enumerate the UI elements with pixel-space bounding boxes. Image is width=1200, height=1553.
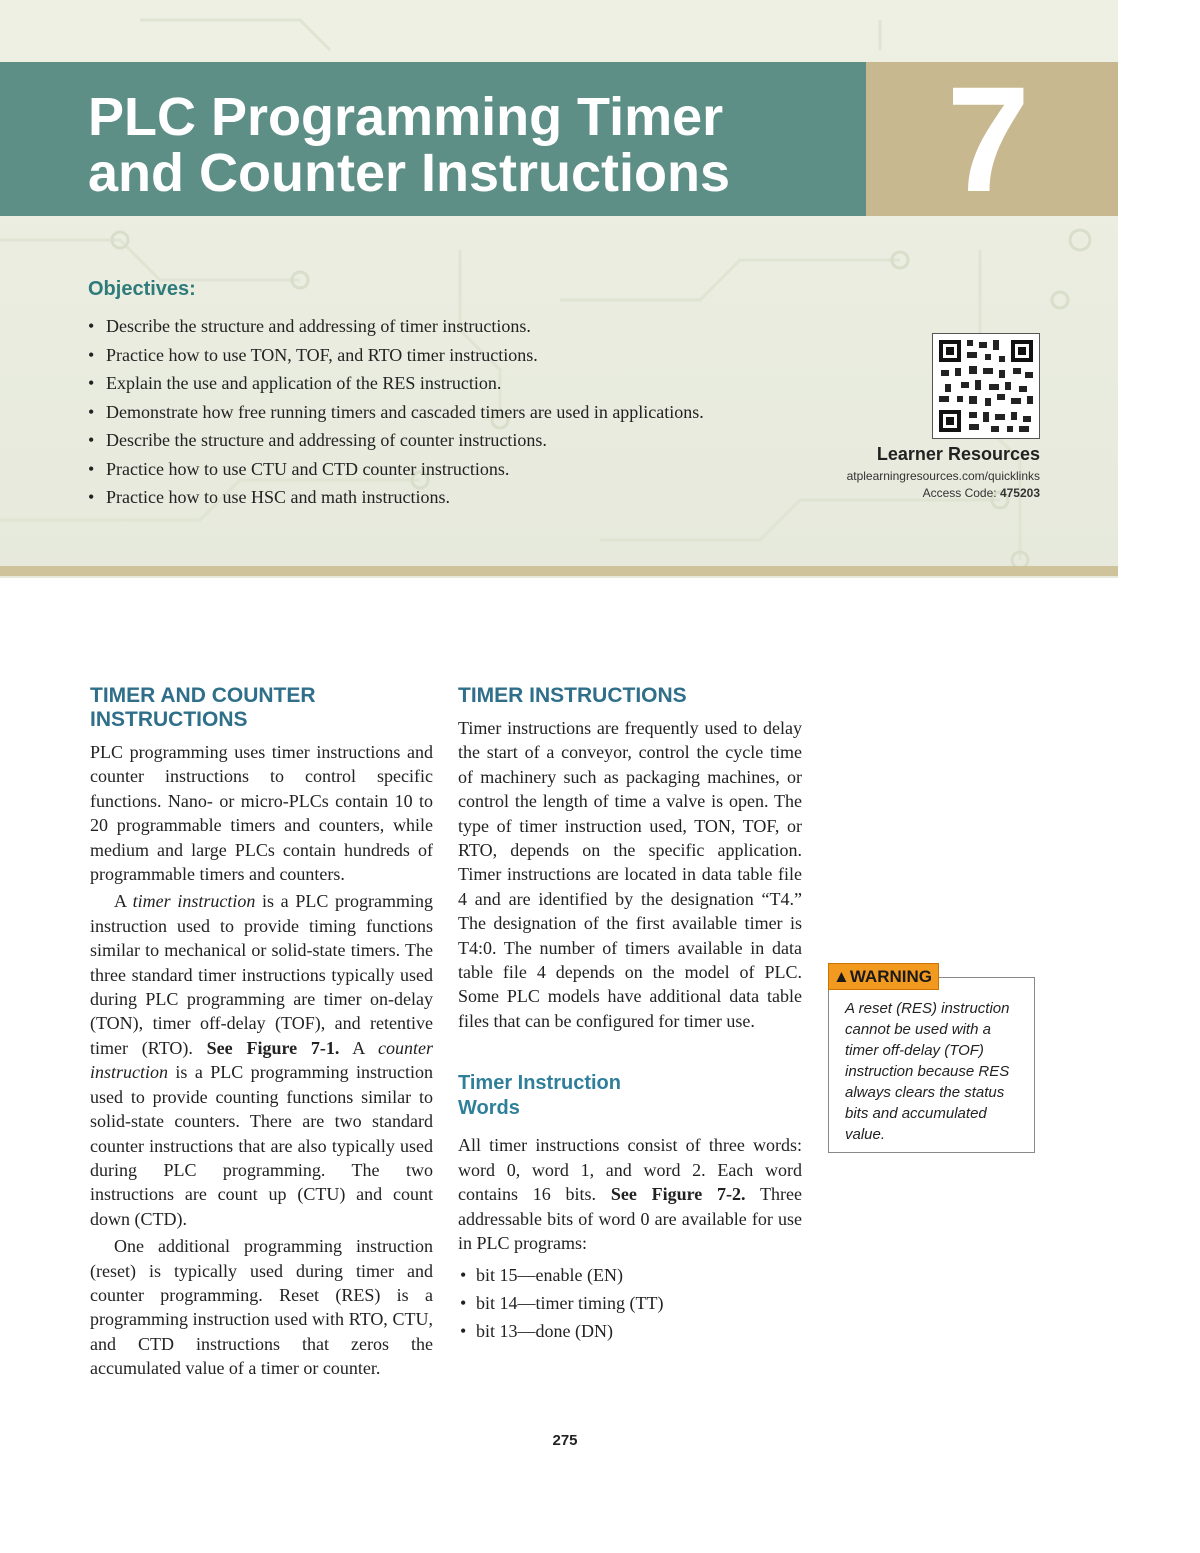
access-code-value: 475203 (999, 486, 1040, 500)
qr-code-icon[interactable] (932, 333, 1040, 439)
page-number: 275 (552, 1432, 578, 1449)
objective-item: • Practice how to use HSC and math instructions. (88, 483, 704, 512)
learner-resources-url[interactable]: atplearningresources.com/quicklinks (846, 469, 1040, 483)
access-code-label: Access Code: (922, 486, 997, 500)
list-item: • bit 13—done (DN) (458, 1317, 802, 1345)
paragraph: One additional programming instruction (reset) is typically used during timer and counter programming. Reset (RES) is a programming instruction used with RTO, CTU, and CTD instructions that zeros the accumulated value of a timer or counter. (90, 1236, 433, 1379)
objectives-list (88, 312, 704, 512)
list-item: • bit 15—enable (EN) (458, 1261, 802, 1289)
paragraph: All timer instructions consist of three words: word 0, word 1, and word 2. Each word contains 16 bits. See Figure 7-2. Three addressable bits of word 0 are available for use in PLC programs: (458, 1135, 802, 1253)
warning-icon: ▲ (833, 967, 850, 986)
warning-text: A reset (RES) instruction cannot be used with a timer off-delay (TOF) instruction because RES always clears the status bits and accumulated value. (845, 1000, 1010, 1143)
objective-item: • Describe the structure and addressing of counter instructions. (88, 426, 704, 455)
header-divider (0, 566, 1118, 576)
left-column (90, 684, 433, 1381)
bit-list (458, 1261, 802, 1345)
paragraph: Timer instructions are frequently used to delay the start of a conveyor, control the cycle time of machinery such as packaging machines, or control the length of time a valve is open. The type of timer instruction used, TON, TOF, or RTO, depends on the specific application. Timer instructions are located in data table file 4 and are identified by the designation “T4.” The designation of the first available timer is T4:0. The number of timers available in data table file 4 depends on the model of PLC. Some PLC models have additional data table files that can be configured for timer use. (458, 718, 802, 1031)
chapter-title-line-1: PLC Programming Timer (88, 87, 724, 147)
figure-reference: See Figure 7-1. (206, 1037, 340, 1058)
paragraph: A timer instruction is a PLC programming instruction used to provide timing functions similar to mechanical or solid-state timers. The three standard timer instructions typically used during PLC programming are timer on-delay (TON), timer off-delay (TOF), and retentive timer (RTO). See Figure 7-1. A counter instruction is a PLC programming instruction used to provide counting functions similar to solid-state counters. There are two standard counter instructions that are also typically used during PLC programming. The two instructions are count up (CTU) and count down (CTD). (90, 891, 433, 1229)
objective-item: • Demonstrate how free running timers and cascaded timers are used in applications. (88, 398, 704, 427)
term: counter instruction (90, 1037, 433, 1083)
chapter-title-line-2: and Counter Instructions (88, 143, 731, 203)
objective-item: • Practice how to use CTU and CTD counter instructions. (88, 455, 704, 484)
objective-item: • Explain the use and application of the RES instruction. (88, 369, 704, 398)
objective-item: • Describe the structure and addressing of timer instructions. (88, 312, 704, 341)
subsection-heading: Timer Instruction Words (458, 1072, 621, 1120)
objectives-heading: Objectives: (88, 278, 196, 300)
access-code (820, 486, 1040, 500)
chapter-number: 7 (946, 55, 1030, 223)
middle-column (458, 684, 802, 1345)
objective-item: • Practice how to use TON, TOF, and RTO timer instructions. (88, 341, 704, 370)
list-item: • bit 14—timer timing (TT) (458, 1289, 802, 1317)
learner-resources-title: Learner Resources (876, 444, 1040, 464)
figure-reference: See Figure 7-2. (610, 1184, 746, 1205)
section-heading: TIMER AND COUNTER INSTRUCTIONS (90, 684, 316, 731)
term: timer instruction (132, 891, 256, 912)
warning-label: ▲WARNING (828, 963, 939, 990)
paragraph: PLC programming uses timer instructions and counter instructions to control specific functions. Nano- or micro-PLCs contain 10 to 20 programmable timers and counters, while medium and large PLCs contain hundreds of programmable timers and counters. (90, 742, 433, 885)
section-heading: TIMER INSTRUCTIONS (458, 684, 687, 707)
